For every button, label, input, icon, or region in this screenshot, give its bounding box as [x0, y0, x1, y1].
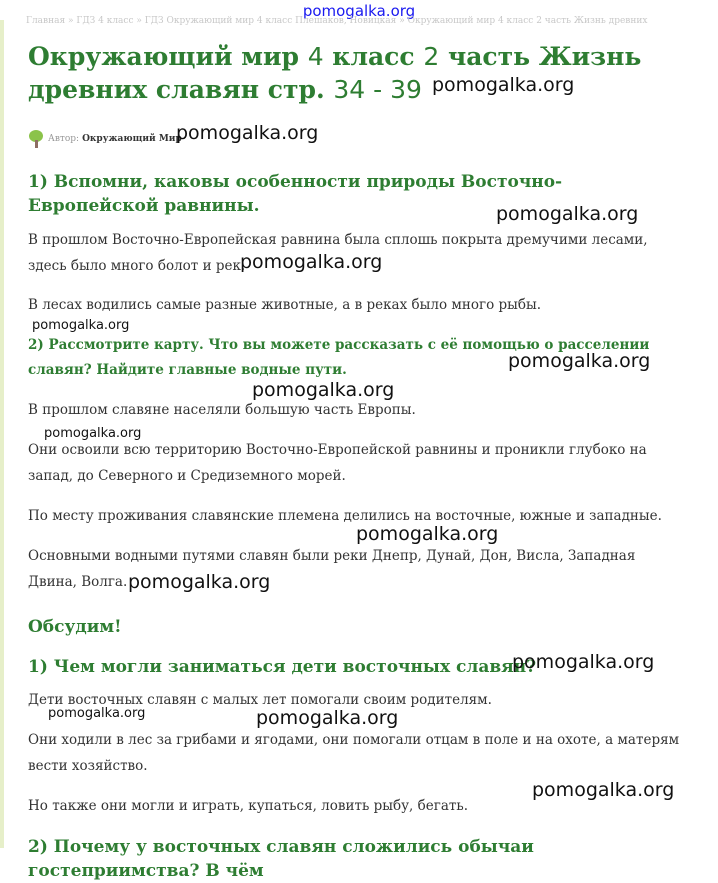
- top-watermark: pomogalka.org: [302, 2, 416, 20]
- page-title: Окружающий мир 4 класс 2 часть Жизнь древних славян стр. 34 - 39: [28, 42, 642, 104]
- watermark: pomogalka.org: [44, 426, 142, 441]
- paragraph: Дети восточных славян с малых лет помогали своим родителям.: [28, 692, 492, 708]
- discuss-question-1: 1) Чем могли заниматься дети восточных славян?: [28, 657, 537, 677]
- discuss-question-2: 2) Почему у восточных славян сложились обычаи гостеприимства? В чём: [28, 837, 534, 881]
- watermark: pomogalka.org: [48, 706, 146, 721]
- paragraph: В прошлом Восточно-Европейская равнина была сплошь покрыта дремучими лесами, здесь было много болот и рек.: [28, 232, 648, 274]
- author-link[interactable]: Окружающий Мир: [82, 134, 182, 144]
- paragraph: Они освоили всю территорию Восточно-Европейской равнины и проникли глубоко на запад, до Северного и Средиземного морей.: [28, 442, 647, 484]
- watermark: pomogalka.org: [252, 379, 395, 401]
- author-line: Автор: Окружающий Мир: [28, 130, 688, 148]
- question-2-heading: 2) Рассмотрите карту. Что вы можете рассказать с её помощью о расселении славян? Найдите главные водные пути.: [28, 337, 650, 378]
- paragraph: Они ходили в лес за грибами и ягодами, они помогали отцам в поле и на охоте, а матерям вести хозяйство.: [28, 732, 680, 774]
- watermark: pomogalka.org: [256, 707, 399, 729]
- watermark: pomogalka.org: [356, 523, 499, 545]
- watermark: pomogalka.org: [240, 251, 383, 273]
- paragraph: В лесах водились самые разные животные, а в реках было много рыбы.: [28, 297, 542, 313]
- watermark: pomogalka.org: [32, 318, 130, 333]
- paragraph: По месту проживания славянские племена делились на восточные, южные и западные.: [28, 508, 662, 524]
- paragraph: Основными водными путями славян были реки Днепр, Дунай, Дон, Висла, Западная Двина, Волга.: [28, 548, 636, 590]
- watermark: pomogalka.org: [508, 350, 651, 372]
- article: [28, 40, 688, 883]
- breadcrumb[interactable]: Главная » ГДЗ 4 класс » ГДЗ Окружающий мир 4 класс Плешаков, Новицкая » Окружающий мир 4 класс 2 часть Жизнь древних: [26, 16, 648, 26]
- paragraph: В прошлом славяне населяли большую часть Европы.: [28, 402, 416, 418]
- watermark: pomogalka.org: [432, 74, 575, 96]
- tree-icon: [28, 130, 44, 148]
- paragraph: Но также они могли и играть, купаться, ловить рыбу, бегать.: [28, 798, 468, 814]
- watermark: pomogalka.org: [512, 651, 655, 673]
- watermark: pomogalka.org: [532, 779, 675, 801]
- watermark: pomogalka.org: [176, 122, 319, 144]
- left-border: [0, 20, 4, 848]
- watermark: pomogalka.org: [128, 571, 271, 593]
- watermark: pomogalka.org: [496, 203, 639, 225]
- question-1-heading: 1) Вспомни, каковы особенности природы Восточно-Европейской равнины.: [28, 172, 563, 216]
- discuss-heading: Обсудим!: [28, 617, 122, 637]
